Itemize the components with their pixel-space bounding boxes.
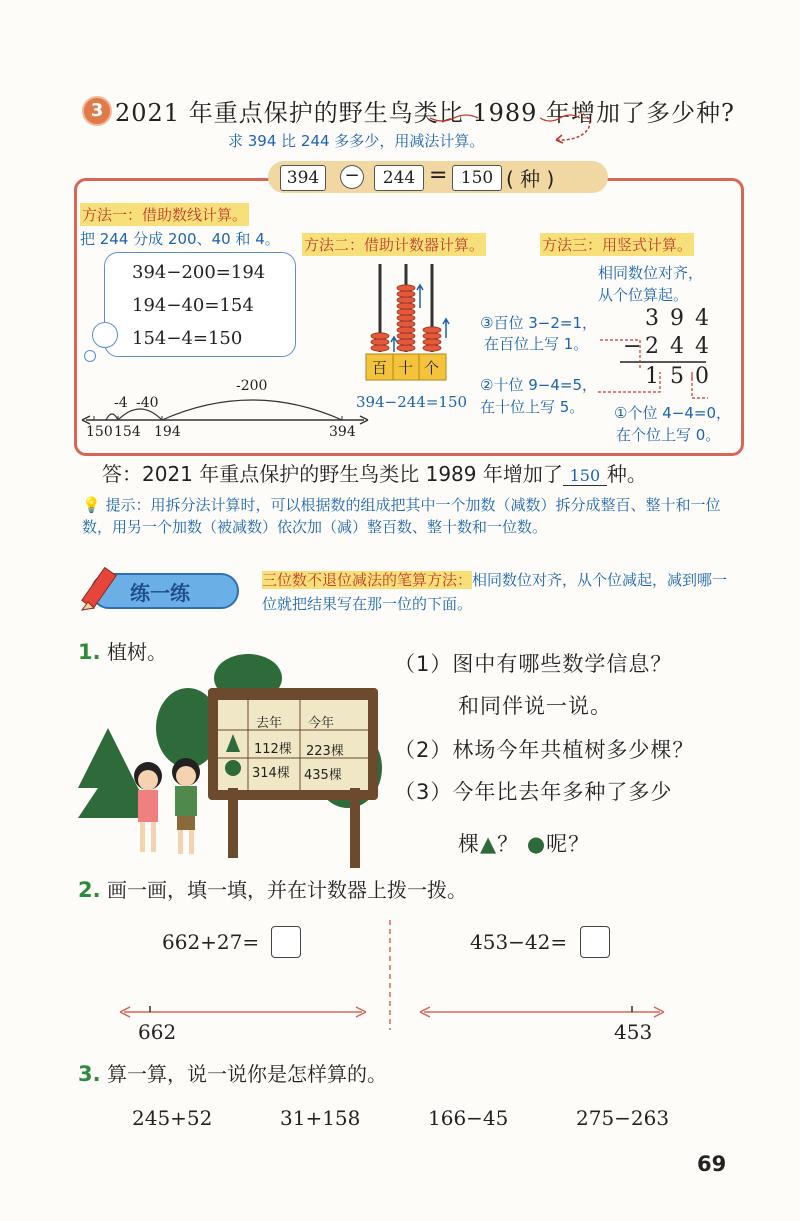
q3-title: 算一算，说一说你是怎样算的。	[106, 1062, 387, 1086]
q2-right-expression: 453−42=	[470, 930, 568, 954]
board-cell-pine-last: 112棵	[254, 742, 292, 757]
method1-step-1: 394−200=194	[132, 262, 266, 283]
abacus-label-ones: 个	[424, 359, 440, 377]
answer-sentence	[102, 458, 647, 487]
method3-note-line1: 相同数位对齐，	[598, 264, 704, 282]
q1-sub3-q: ？	[497, 832, 520, 856]
practice-rule-label: 三位数不退位减法的笔算方法：	[262, 571, 473, 589]
q1-sub3-unit: 棵	[458, 832, 480, 856]
method3-step3-line1: ③百位 3−2=1，	[480, 314, 597, 332]
board-cell-round-this: 435棵	[304, 768, 342, 783]
problem-hint: 求 394 比 244 多多少，用减法计算。	[228, 132, 485, 150]
q2-title: 画一画，填一填，并在计数器上拨一拨。	[106, 878, 467, 902]
problem-question: 2021 年重点保护的野生鸟类比 1989 年增加了多少种?	[115, 99, 735, 127]
q2-heading	[78, 874, 467, 903]
q2-left-tick-label: 662	[138, 1020, 177, 1044]
thought-bubble-small	[84, 350, 96, 362]
board-cell-pine-this: 223棵	[306, 744, 344, 759]
method3-step2-line2: 在十位上写 5。	[480, 398, 585, 416]
method3-label: 方法三：用竖式计算。	[540, 233, 694, 256]
numberline-tick-154: 154	[114, 424, 141, 440]
method3-note-line2: 从个位算起。	[598, 286, 689, 304]
thought-bubble-large	[92, 322, 118, 348]
board-cell-round-last: 314棵	[252, 766, 290, 781]
pencil-icon	[78, 560, 128, 616]
equation-equals: =	[429, 163, 448, 188]
numberline-jump-4: -4	[114, 395, 128, 411]
answer-prefix: 答：2021 年重点保护的野生鸟类比 1989 年增加了	[102, 462, 563, 486]
method1-description: 把 244 分成 200、40 和 4。	[80, 230, 280, 248]
q1-sub2: （2）林场今年共植树多少棵？	[394, 738, 695, 762]
q2-number-lines	[110, 920, 680, 1030]
answer-blank[interactable]: 150	[563, 466, 607, 486]
problem-number-badge: 3	[82, 96, 112, 126]
numberline-jump-200: -200	[236, 378, 268, 394]
pine-tree-icon: ▲	[480, 832, 498, 856]
q3-item-3: 166−45	[428, 1106, 509, 1130]
vertical-minus-sign: −	[623, 334, 642, 359]
abacus-label-hundreds: 百	[372, 359, 388, 377]
numberline-tick-194: 194	[154, 424, 181, 440]
q1-sub3-line2	[458, 828, 590, 858]
q2-left-expression: 662+27=	[162, 930, 260, 954]
lightbulb-icon: 💡	[82, 496, 101, 514]
answer-suffix: 种。	[606, 462, 647, 486]
abacus-label-tens: 十	[398, 359, 414, 377]
method2-label: 方法二：借助计数器计算。	[302, 233, 486, 256]
round-tree-icon: ●	[526, 832, 547, 856]
q3-item-2: 31+158	[280, 1106, 361, 1130]
equation-minuend: 394	[280, 165, 326, 191]
tip-text	[82, 494, 732, 538]
method3-step3-line2: 在百位上写 1。	[484, 335, 589, 353]
practice-rule-text: 相同数位对齐，从个位减起，减到哪一位就把结果写在那一位的下面。	[262, 571, 728, 613]
method1-step-2: 194−40=154	[132, 295, 254, 316]
equation-subtrahend: 244	[374, 165, 424, 191]
vertical-subtrahend: 244	[645, 334, 720, 359]
q1-title: 植树。	[106, 640, 167, 664]
q1-sub3-line1: （3）今年比去年多种了多少	[394, 780, 673, 804]
tip-body: 提示：用拆分法计算时，可以根据数的组成把其中一个加数（减数）拆分成整百、整十和一位数，用另一个加数（被减数）依次加（减）整百数、整十数和一位数。	[82, 496, 721, 536]
q3-item-4: 275−263	[576, 1106, 670, 1130]
numberline-tick-150: 150	[86, 424, 113, 440]
method3-step1-line1: ①个位 4−4=0，	[614, 404, 731, 422]
equation-operator: −	[340, 165, 364, 189]
q2-number: 2.	[78, 878, 101, 902]
practice-title: 练一练	[130, 581, 190, 605]
q2-right-tick-label: 453	[614, 1020, 653, 1044]
numberline-jump-40: -40	[136, 395, 159, 411]
equation-result: 150	[452, 165, 502, 191]
method1-label: 方法一：借助数线计算。	[80, 203, 249, 226]
q3-heading	[78, 1058, 387, 1087]
q1-sub3-end: 呢？	[546, 832, 591, 856]
numberline-tick-394: 394	[329, 424, 356, 440]
method1-step-3: 154−4=150	[132, 328, 243, 349]
q3-item-1: 245+52	[132, 1106, 213, 1130]
abacus-equation: 394−244=150	[356, 393, 468, 411]
equation-unit: ( 种 )	[506, 167, 555, 191]
vertical-minuend: 394	[645, 306, 720, 331]
q3-number: 3.	[78, 1062, 101, 1086]
vertical-result: 150	[645, 364, 720, 389]
tree-planting-illustration	[78, 648, 388, 870]
board-header-last-year: 去年	[256, 716, 283, 731]
practice-rule	[262, 568, 742, 616]
page-number: 69	[697, 1152, 727, 1176]
board-header-this-year: 今年	[308, 716, 335, 731]
method3-step2-line1: ②十位 9−4=5，	[480, 376, 597, 394]
q1-number: 1.	[78, 640, 101, 664]
q1-sub1-line2: 和同伴说一说。	[458, 694, 612, 718]
q1-sub1-line1: （1）图中有哪些数学信息？	[394, 652, 673, 676]
method3-step1-line2: 在个位上写 0。	[616, 426, 721, 444]
